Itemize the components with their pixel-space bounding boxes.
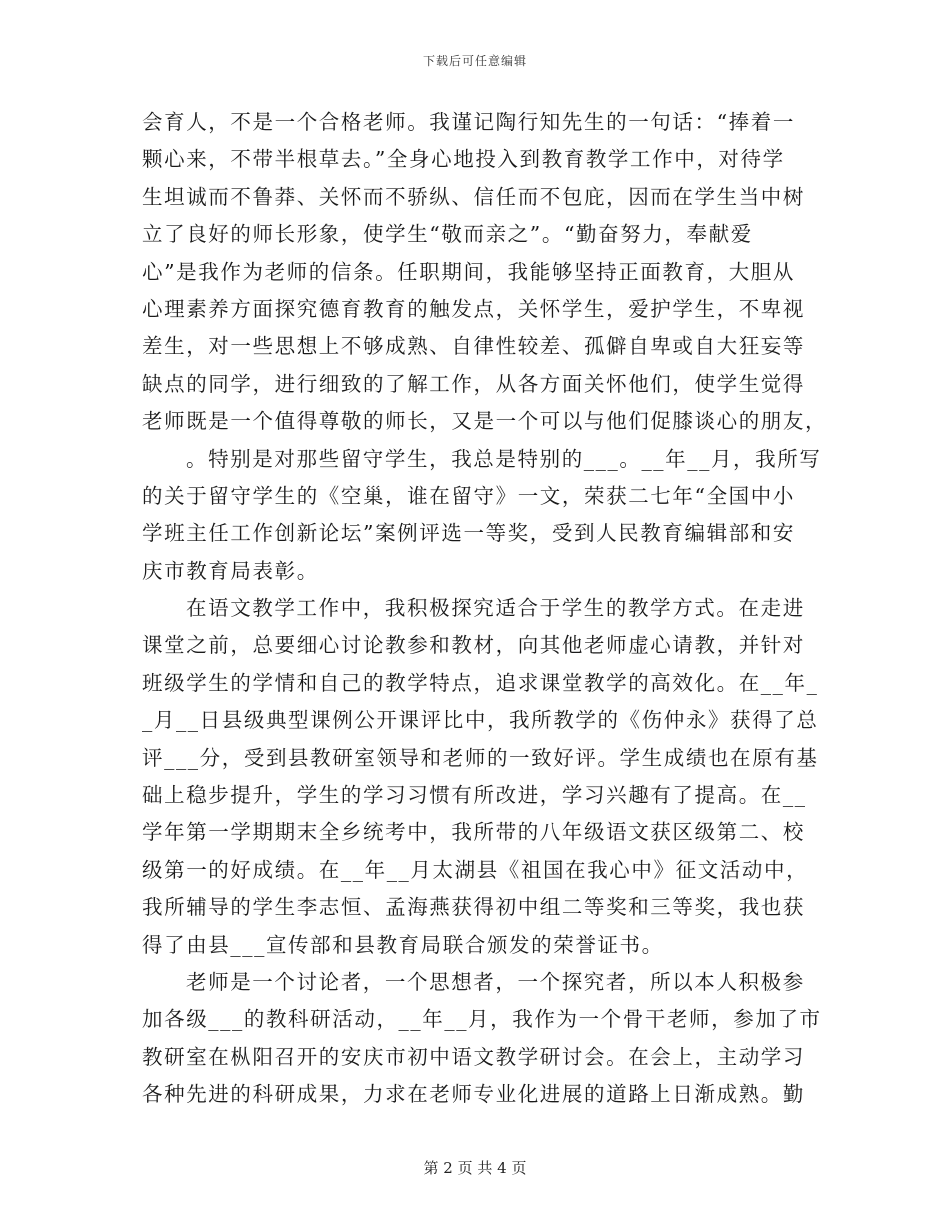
text-line: 立了良好的师长形象，使学生“敬而亲之”。“勤奋努力，奉献爱: [142, 222, 753, 247]
paragraph-start-line: 。特别是对那些留守学生，我总是特别的___。__年__月，我所写: [186, 446, 822, 471]
text-line: 我所辅导的学生李志恒、孟海燕获得初中组二等奖和三等奖，我也获: [142, 895, 805, 920]
text-line: 得了由县___宣传部和县教育局联合颁发的荣誉证书。: [142, 932, 664, 957]
text-line: 心”是我作为老师的信条。任职期间，我能够坚持正面教育，大胆从: [142, 259, 795, 284]
paragraph-start-line: 老师是一个讨论者，一个思想者，一个探究者，所以本人积极参: [186, 969, 805, 994]
text-line: 级第一的好成绩。在__年__月太湖县《祖国在我心中》征文活动中，: [142, 857, 809, 882]
text-line: 班级学生的学情和自己的教学特点，追求课堂教学的高效化。在__年_: [142, 670, 819, 695]
text-line: 缺点的同学，进行细致的了解工作，从各方面关怀他们，使学生觉得: [142, 371, 805, 396]
page-header-note: 下载后可任意编辑: [422, 54, 527, 68]
text-line: 心理素养方面探究德育教育的触发点，关怀学生，爱护学生，不卑视: [142, 296, 805, 321]
document-body: [142, 104, 828, 1114]
text-line: 生坦诚而不鲁莽、关怀而不骄纵、信任而不包庇，因而在学生当中树: [142, 184, 805, 209]
text-line: 学年第一学期期末全乡统考中，我所带的八年级语文获区级第二、校: [142, 820, 805, 845]
paragraph-start-line: 在语文教学工作中，我积极探究适合于学生的教学方式。在走进: [186, 596, 805, 621]
page-number-footer: 第 2 页 共 4 页: [423, 1159, 527, 1177]
text-line: 会育人，不是一个合格老师。我谨记陶行知先生的一句话：“捧着一: [142, 110, 795, 134]
text-line: 教研室在枞阳召开的安庆市初中语文教学研讨会。在会上，主动学习: [142, 1044, 805, 1069]
text-line: 评___分，受到县教研室领导和老师的一致好评。学生成绩也在原有基: [142, 745, 819, 770]
text-line: 差生，对一些思想上不够成熟、自律性较差、孤僻自卑或自大狂妄等: [142, 334, 805, 359]
text-line: 颗心来，不带半根草去。”全身心地投入到教育教学工作中，对待学: [142, 147, 785, 172]
text-line: 各种先进的科研成果，力求在老师专业化进展的道路上日渐成熟。勤: [142, 1082, 805, 1107]
text-line: _月__日县级典型课例公开课评比中，我所教学的《伤仲永》获得了总: [142, 708, 819, 733]
text-line: 老师既是一个值得尊敬的师长，又是一个可以与他们促膝谈心的朋友，: [142, 409, 828, 434]
text-line: 础上稳步提升，学生的学习习惯有所改进，学习兴趣有了提高。在__: [142, 783, 807, 808]
text-line: 学班主任工作创新论坛”案例评选一等奖，受到人民教育编辑部和安: [142, 521, 795, 546]
text-line: 课堂之前，总要细心讨论教参和教材，向其他老师虚心请教，并针对: [142, 633, 805, 658]
text-line: 加各级___的教科研活动，__年__月，我作为一个骨干老师，参加了市: [142, 1007, 822, 1032]
text-line: 的关于留守学生的《空巢，谁在留守》一文，荣获二七年“全国中小: [142, 483, 795, 508]
text-line: 庆市教育局表彰。: [142, 558, 319, 583]
